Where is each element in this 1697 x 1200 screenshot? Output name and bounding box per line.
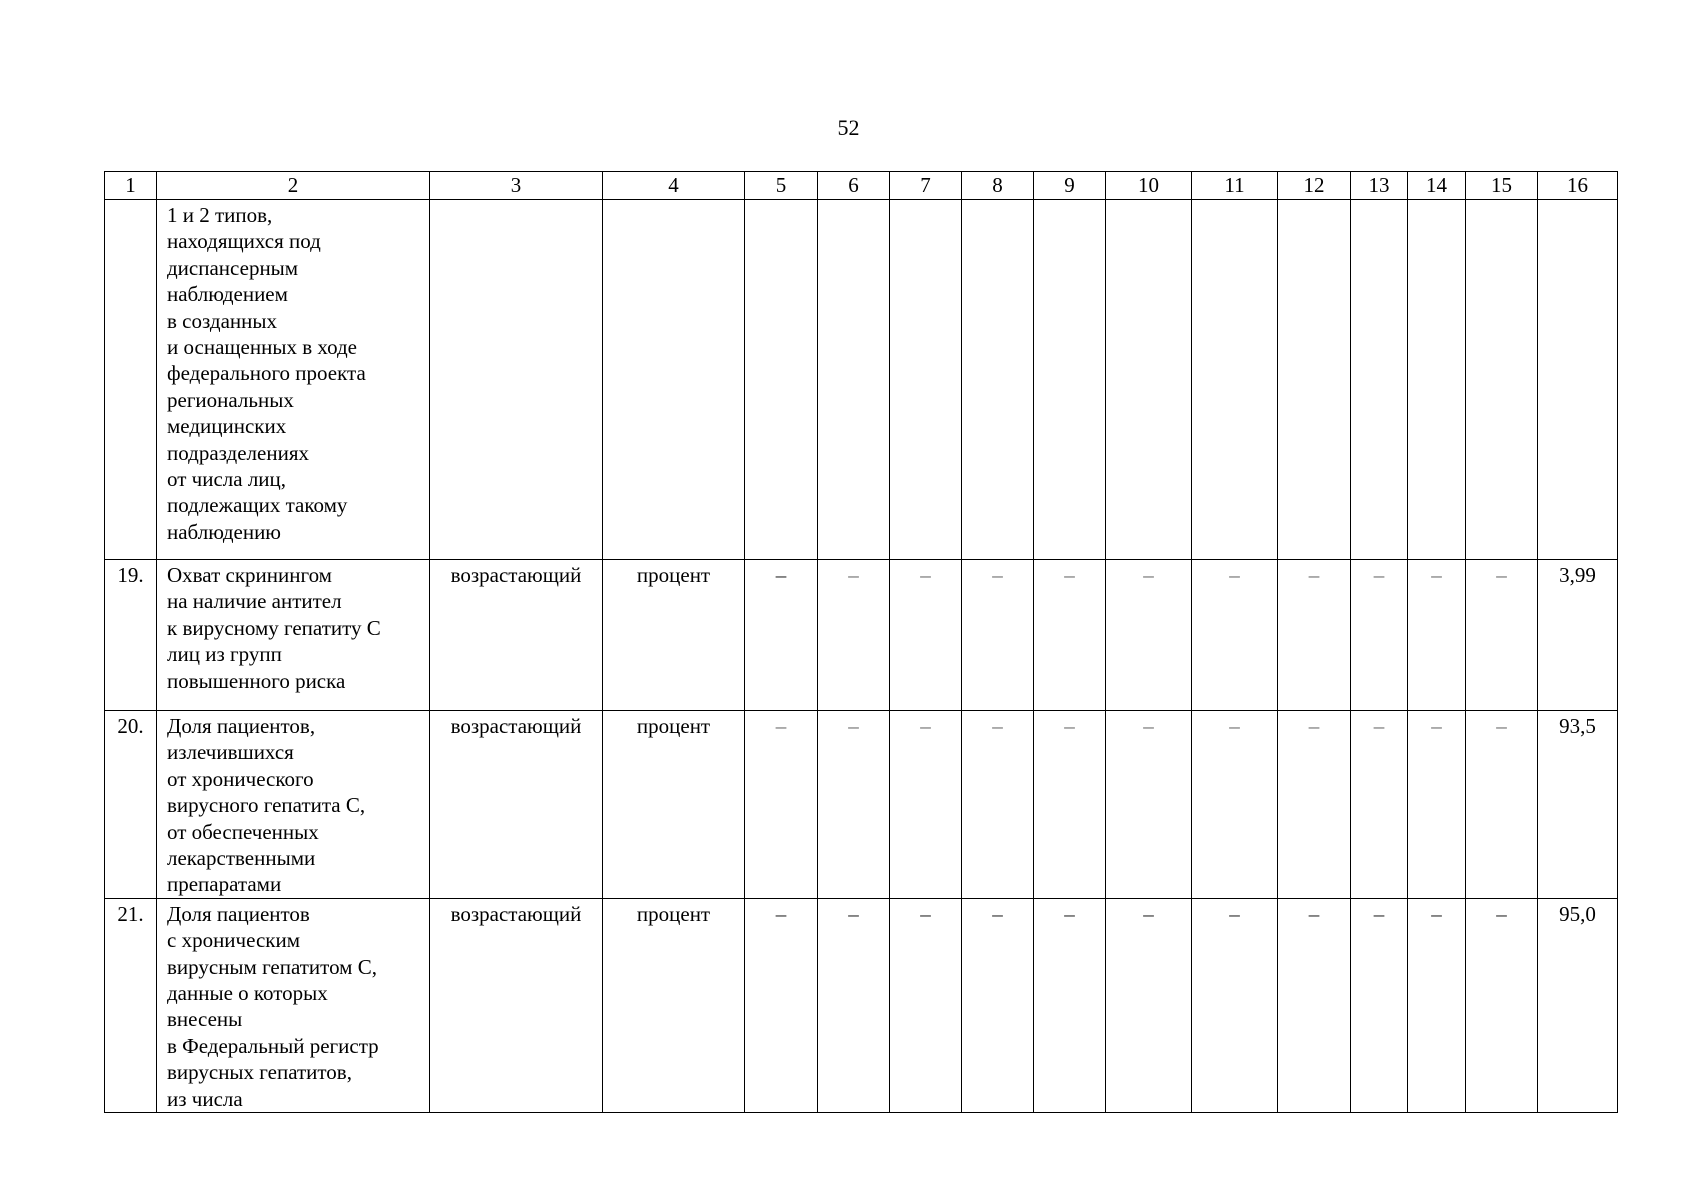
- value-cell: –: [1034, 560, 1106, 711]
- value-cell: –: [1351, 711, 1408, 899]
- value-cell: –: [1034, 711, 1106, 899]
- value-cell: [962, 200, 1034, 560]
- value-cell: [890, 200, 962, 560]
- value-cell: [1192, 200, 1278, 560]
- header-cell: 11: [1192, 172, 1278, 200]
- value-cell: [1351, 200, 1408, 560]
- value-cell: –: [890, 560, 962, 711]
- final-value-cell: 3,99: [1538, 560, 1618, 711]
- value-cell: –: [818, 711, 890, 899]
- final-value-cell: [1538, 200, 1618, 560]
- trend-cell: возрастающий: [430, 711, 603, 899]
- value-cell: [1106, 200, 1192, 560]
- unit-cell: процент: [603, 898, 745, 1112]
- header-cell: 7: [890, 172, 962, 200]
- header-cell: 8: [962, 172, 1034, 200]
- table-row-19: [105, 560, 1618, 711]
- value-cell: –: [1106, 560, 1192, 711]
- value-cell: –: [1278, 898, 1351, 1112]
- indicator-name-cell: Доля пациентов, излечившихся от хронического вирусного гепатита С, от обеспеченных лекарственными препаратами: [157, 711, 430, 899]
- value-cell: –: [1466, 898, 1538, 1112]
- value-cell: –: [818, 560, 890, 711]
- header-cell: 16: [1538, 172, 1618, 200]
- value-cell: [1408, 200, 1466, 560]
- header-cell: 15: [1466, 172, 1538, 200]
- final-value-cell: 93,5: [1538, 711, 1618, 899]
- header-cell: 9: [1034, 172, 1106, 200]
- value-cell: –: [1192, 560, 1278, 711]
- value-cell: –: [1192, 711, 1278, 899]
- row-number-cell: [105, 200, 157, 560]
- value-cell: –: [745, 898, 818, 1112]
- value-cell: –: [745, 560, 818, 711]
- value-cell: –: [890, 711, 962, 899]
- page-number: 52: [837, 115, 860, 140]
- value-cell: –: [1034, 898, 1106, 1112]
- value-cell: –: [1408, 898, 1466, 1112]
- unit-cell: процент: [603, 560, 745, 711]
- header-cell: 12: [1278, 172, 1351, 200]
- value-cell: –: [1408, 560, 1466, 711]
- indicators-table: [104, 171, 1618, 1113]
- value-cell: –: [890, 898, 962, 1112]
- value-cell: –: [962, 560, 1034, 711]
- value-cell: –: [1351, 560, 1408, 711]
- unit-cell: [603, 200, 745, 560]
- value-cell: [1034, 200, 1106, 560]
- header-cell: 2: [157, 172, 430, 200]
- indicator-name-cell: 1 и 2 типов, находящихся под диспансерным наблюдением в созданных и оснащенных в ходе федерального проекта региональных медицинских подразделениях от числа лиц, подлежащих такому наблюдению: [157, 200, 430, 560]
- header-cell: 4: [603, 172, 745, 200]
- value-cell: –: [1351, 898, 1408, 1112]
- header-cell: 6: [818, 172, 890, 200]
- value-cell: [1466, 200, 1538, 560]
- value-cell: [1278, 200, 1351, 560]
- value-cell: –: [1106, 711, 1192, 899]
- value-cell: –: [962, 898, 1034, 1112]
- row-number-cell: 20.: [105, 711, 157, 899]
- value-cell: –: [1466, 711, 1538, 899]
- header-row: [105, 172, 1618, 200]
- value-cell: –: [1466, 560, 1538, 711]
- trend-cell: [430, 200, 603, 560]
- table-row-continuation: [105, 200, 1618, 560]
- value-cell: –: [745, 711, 818, 899]
- trend-cell: возрастающий: [430, 898, 603, 1112]
- indicator-name-cell: Доля пациентов с хроническим вирусным гепатитом С, данные о которых внесены в Федеральный регистр вирусных гепатитов, из числа: [157, 898, 430, 1112]
- header-cell: 14: [1408, 172, 1466, 200]
- value-cell: [745, 200, 818, 560]
- indicator-name-cell: Охват скринингом на наличие антител к вирусному гепатиту С лиц из групп повышенного риска: [157, 560, 430, 711]
- value-cell: –: [962, 711, 1034, 899]
- unit-cell: процент: [603, 711, 745, 899]
- value-cell: –: [1408, 711, 1466, 899]
- header-cell: 13: [1351, 172, 1408, 200]
- value-cell: –: [1278, 560, 1351, 711]
- value-cell: –: [818, 898, 890, 1112]
- row-number-cell: 19.: [105, 560, 157, 711]
- value-cell: [818, 200, 890, 560]
- table-row-20: [105, 711, 1618, 899]
- table-row-21: [105, 898, 1618, 1112]
- value-cell: –: [1192, 898, 1278, 1112]
- trend-cell: возрастающий: [430, 560, 603, 711]
- value-cell: –: [1106, 898, 1192, 1112]
- value-cell: –: [1278, 711, 1351, 899]
- header-cell: 1: [105, 172, 157, 200]
- final-value-cell: 95,0: [1538, 898, 1618, 1112]
- header-cell: 10: [1106, 172, 1192, 200]
- header-cell: 3: [430, 172, 603, 200]
- header-cell: 5: [745, 172, 818, 200]
- row-number-cell: 21.: [105, 898, 157, 1112]
